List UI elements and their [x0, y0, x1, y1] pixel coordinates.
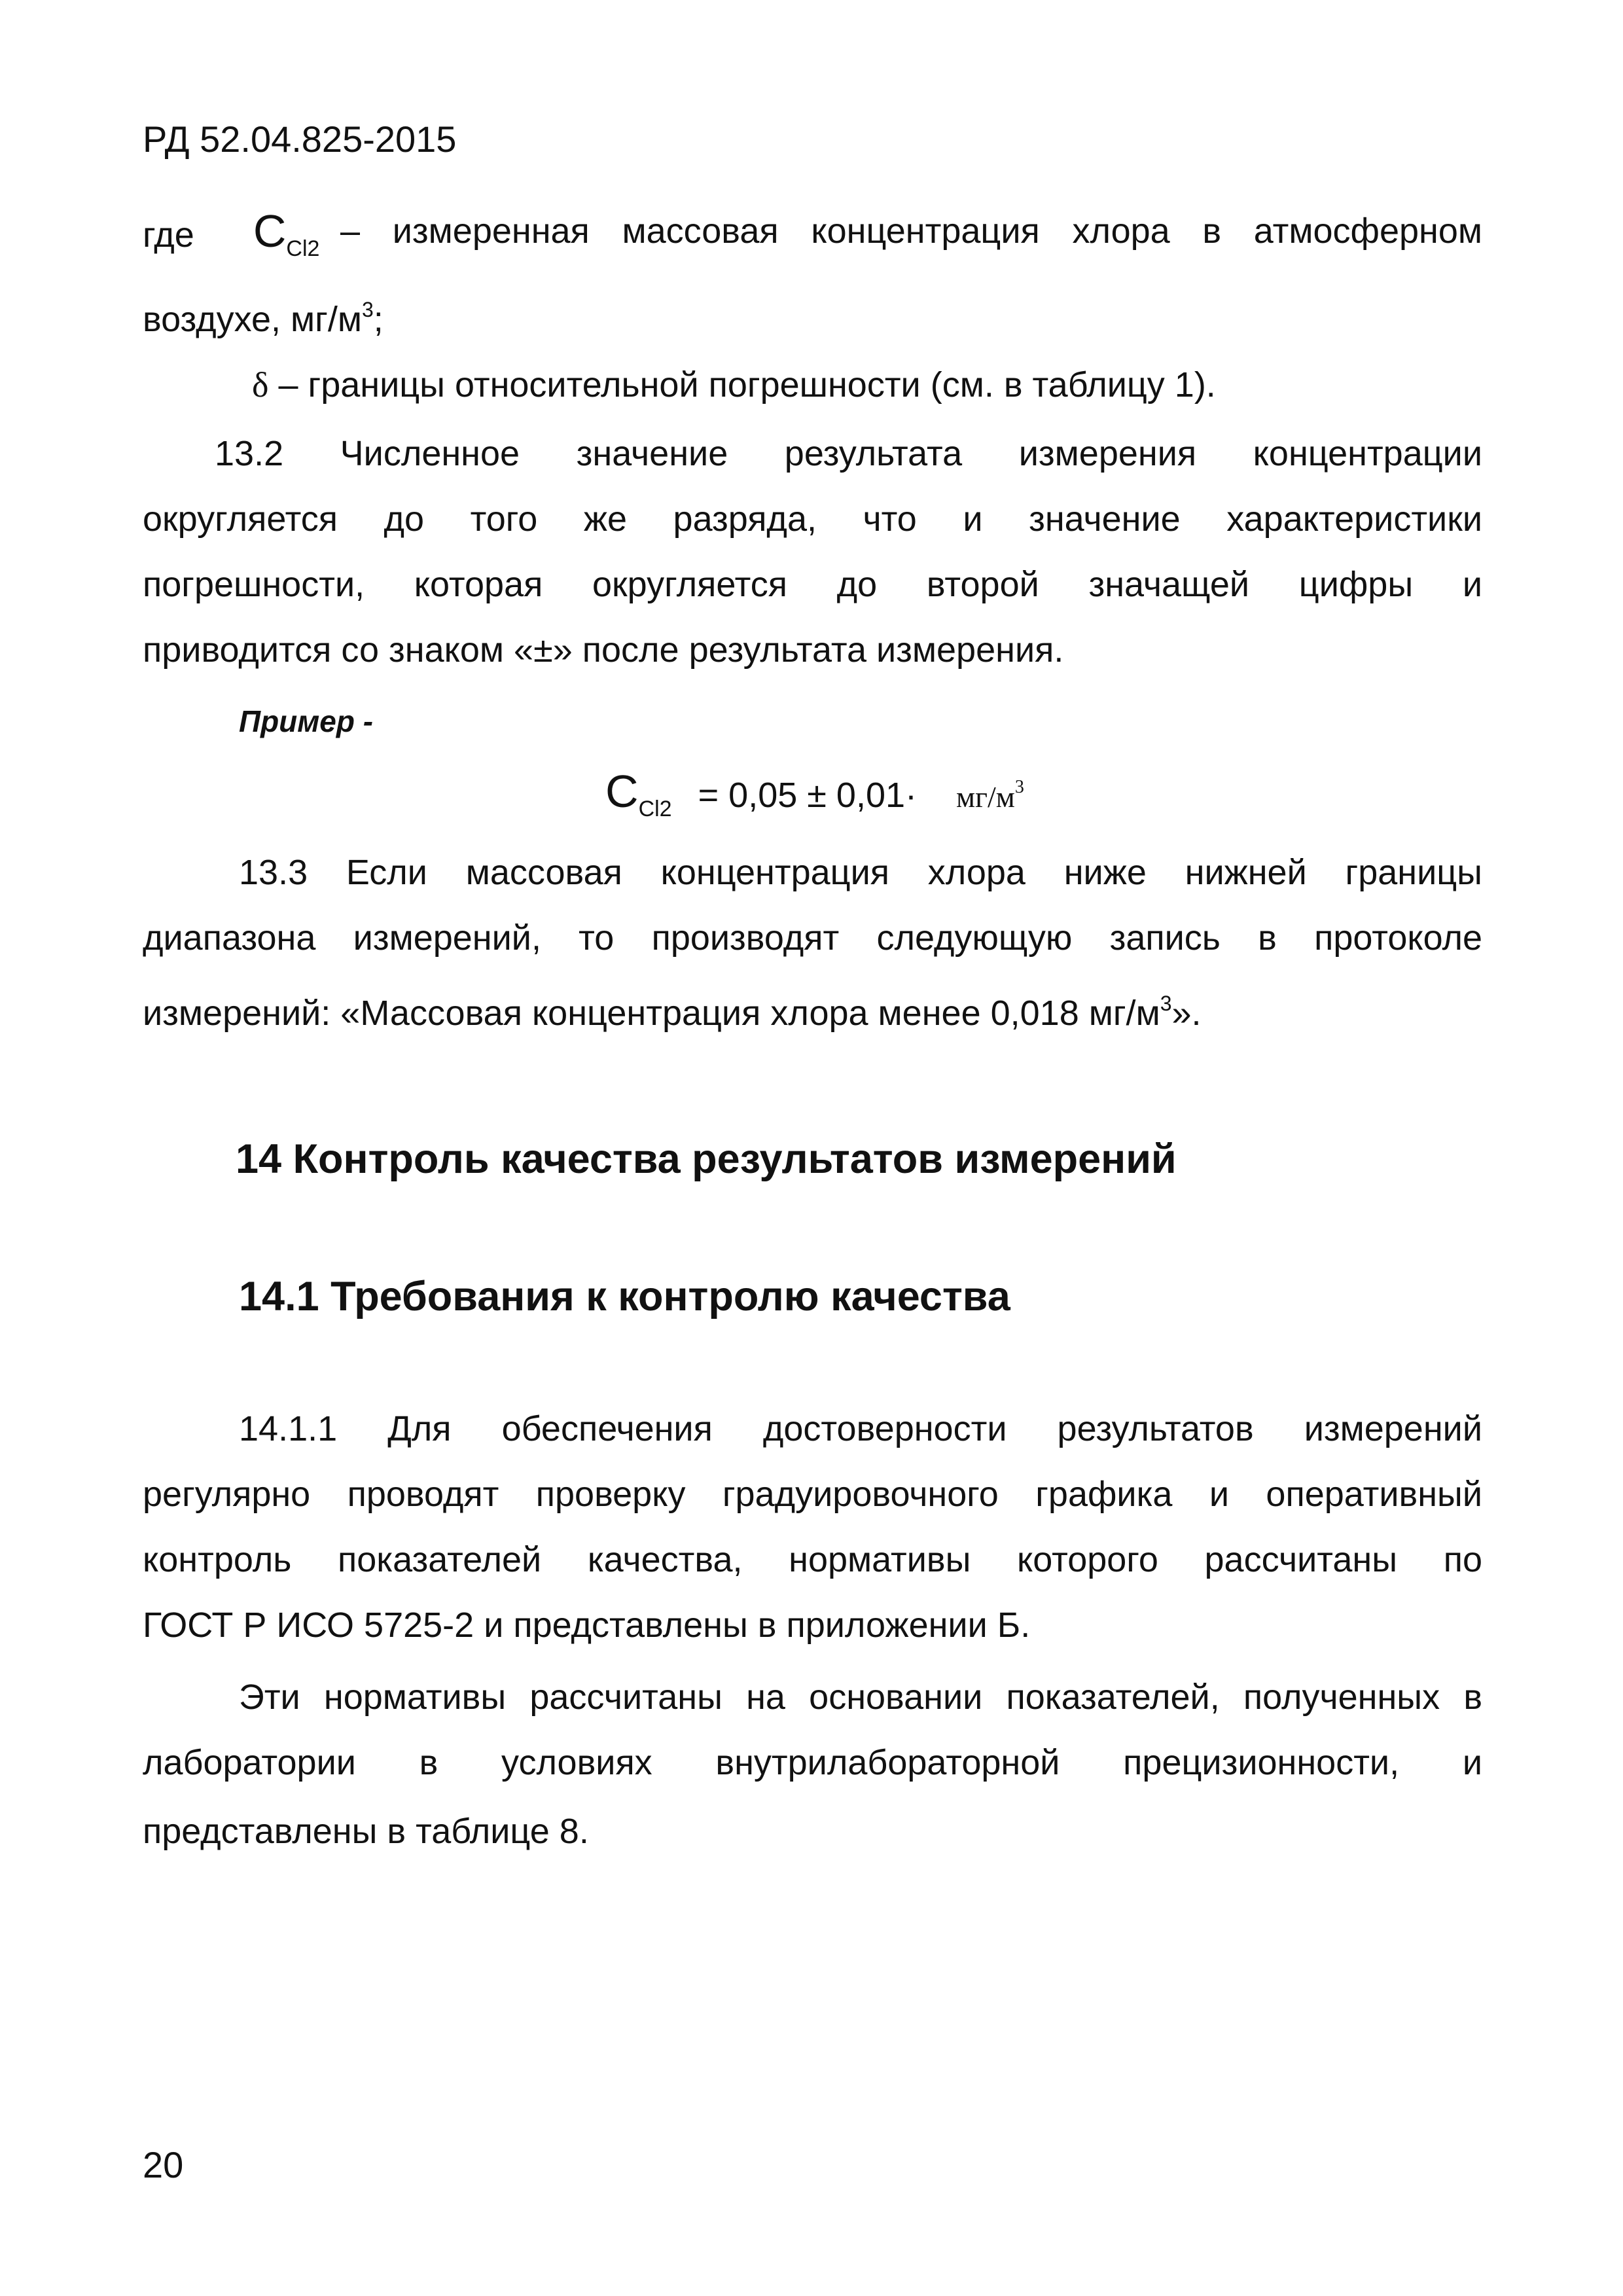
delta-symbol: δ: [252, 365, 269, 404]
para-14-1-1-line-4: ГОСТ Р ИСО 5725-2 и представлены в приложении Б.: [143, 1605, 1031, 1645]
para-13-3-line-3-text: измерений: «Массовая концентрация хлора менее 0,018 мг/м: [143, 994, 1160, 1033]
superscript-3-b: 3: [1160, 992, 1172, 1015]
para-13-2-line-4: приводится со знаком «±» после результата измерения.: [143, 630, 1064, 670]
where-word: где: [143, 215, 194, 255]
where-line-2-text: воздухе, мг/м: [143, 300, 362, 339]
section-14-1-heading: 14.1 Требования к контролю качества: [239, 1274, 1010, 1319]
para-14-1-1-line-2: регулярно проводят проверку градуировочного графика и оперативный: [143, 1475, 1482, 1514]
where-line-1-rest: – измеренная массовая концентрация хлора в атмосферном: [340, 211, 1482, 251]
example-value: = 0,05 ± 0,01·: [698, 776, 917, 815]
para-13-3-line-3: [143, 982, 1202, 1035]
delta-text: – границы относительной погрешности (см. в таблицу 1).: [278, 365, 1216, 404]
para-13-2-line-3: погрешности, которая округляется до второй значащей цифры и: [143, 565, 1482, 604]
para-13-2-line-1: 13.2 Численное значение результата измерения концентрации: [215, 434, 1482, 473]
para-13-3-line-2: диапазона измерений, то производят следующую запись в протоколе: [143, 918, 1482, 958]
superscript-3: 3: [361, 298, 374, 321]
example-label: Пример -: [239, 704, 374, 738]
example-formula: [605, 766, 1024, 831]
document-code: РД 52.04.825-2015: [143, 118, 457, 160]
para-14-1-1-line-1: 14.1.1 Для обеспечения достоверности результатов измерений: [239, 1409, 1482, 1448]
example-unit-superscript: 3: [1014, 777, 1024, 797]
concentration-symbol: C: [253, 206, 287, 257]
section-14-heading: 14 Контроль качества результатов измерений: [236, 1136, 1177, 1182]
delta-line: [252, 363, 1216, 406]
where-line-2: [143, 288, 383, 341]
page-number: 20: [143, 2144, 184, 2185]
para-norms-line-2: лаборатории в условиях внутрилабораторной прецизионности, и: [143, 1743, 1482, 1782]
example-concentration-symbol: C: [605, 766, 639, 817]
example-concentration-subscript: Cl2: [638, 797, 672, 821]
example-unit: мг/м: [956, 780, 1015, 814]
concentration-subscript: Cl2: [286, 236, 320, 261]
para-13-3-line-3-tail: ».: [1171, 994, 1202, 1033]
para-norms-line-1: Эти нормативы рассчитаны на основании показателей, полученных в: [239, 1677, 1482, 1717]
where-line-2-tail: ;: [373, 300, 383, 339]
para-13-3-line-1: 13.3 Если массовая концентрация хлора ниже нижней границы: [239, 853, 1482, 892]
para-14-1-1-line-3: контроль показателей качества, нормативы которого рассчитаны по: [143, 1540, 1482, 1579]
para-norms-line-3: представлены в таблице 8.: [143, 1812, 589, 1851]
para-13-2-line-2: округляется до того же разряда, что и значение характеристики: [143, 499, 1482, 539]
